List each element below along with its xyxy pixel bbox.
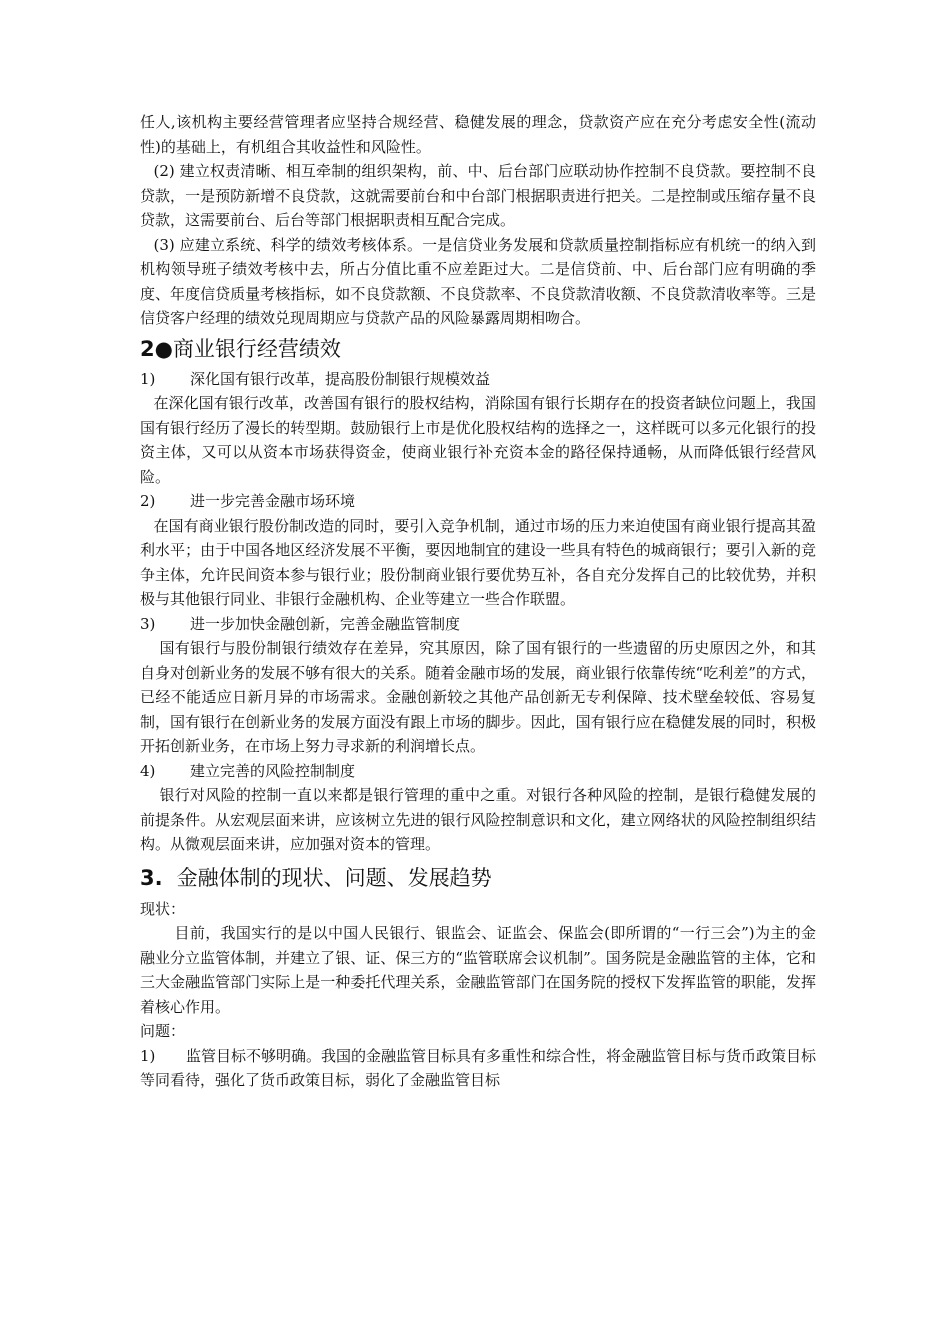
section-2-item-1-body: 在深化国有银行改革，改善国有银行的股权结构，消除国有银行长期存在的投资者缺位问题上，我国国有银行经历了漫长的转型期。鼓励银行上市是优化股权结构的选择之一，这样既可以多元化银行的投资主体，又可以从资本市场获得资金，使商业银行补充资本金的路径保持通畅，从而降低银行经营风险。 [140,394,816,486]
item-number: 1) [140,369,156,388]
section-2-heading [140,331,816,367]
section-2-item-4-body: 银行对风险的控制一直以来都是银行管理的重中之重。对银行各种风险的控制，是银行稳健发展的前提条件。从宏观层面来讲，应该树立先进的银行风险控制意识和文化，建立网络状的风险控制组织结构。从微观层面来讲，应加强对资本的管理。 [140,786,816,853]
status-label: 现状： [140,899,186,918]
intro-paragraph-1: 任人,该机构主要经营管理者应坚持合规经营、稳健发展的理念，贷款资产应在充分考虑安全性(流动性)的基础上，有机组合其收益性和风险性。 [140,113,816,156]
section-2-number: 2● [140,336,173,361]
item-heading-text: 建立完善的风险控制制度 [190,761,356,780]
item-number: 2) [140,492,156,510]
item-number: 4) [140,761,156,780]
section-2-item-3-body: 国有银行与股份制银行绩效存在差异，究其原因，除了国有银行的一些遗留的历史原因之外，和其自身对创新业务的发展不够有很大的关系。随着金融市场的发展，商业银行依靠传统“吃利差”的方式，已经不能适应日新月异的市场需求。金融创新较之其他产品创新无专利保障、技术壁垒较低、容易复制，国有银行在创新业务的发展方面没有跟上市场的脚步。因此，国有银行应在稳健发展的同时，积极开拓创新业务，在市场上努力寻求新的利润增长点。 [140,639,816,755]
item-number: 3) [140,614,156,633]
section-2-item-3-heading [140,612,816,637]
section-2-item-4-heading [140,759,816,784]
intro-paragraph-2: (2) 建立权责清晰、相互牵制的组织架构，前、中、后台部门应联动协作控制不良贷款。要控制不良贷款，一是预防新增不良贷款，这就需要前台和中台部门根据职责进行把关。二是控制或压缩存量不良贷款，这需要前台、后台等部门根据职责相互配合完成。 [140,162,816,229]
problem-item-1 [140,1044,816,1093]
section-2-item-2-body: 在国有商业银行股份制改造的同时，要引入竞争机制，通过市场的压力来迫使国有商业银行提高其盈利水平；由于中国各地区经济发展不平衡，要因地制宜的建设一些具有特色的城商银行；要引入新的竞争主体，允许民间资本参与银行业；股份制商业银行要优势互补，各自充分发挥自己的比较优势，并积极与其他银行同业、非银行金融机构、企业等建立一些合作联盟。 [140,516,816,608]
section-3-heading [140,859,816,897]
section-3-number: 3. [140,865,163,890]
intro-paragraph-3: (3) 应建立系统、科学的绩效考核体系。一是信贷业务发展和贷款质量控制指标应有机统一的纳入到机构领导班子绩效考核中去，所占分值比重不应差距过大。二是信贷前、中、后台部门应有明确的季度、年度信贷质量考核指标，如不良贷款额、不良贷款率、不良贷款清收额、不良贷款清收率等。三是信贷客户经理的绩效兑现周期应与贷款产品的风险暴露周期相吻合。 [140,235,816,327]
item-number: 1) [140,1046,156,1065]
section-2-item-2-heading [140,489,816,514]
item-heading-text: 进一步完善金融市场环境 [190,492,356,510]
section-2-item-1-heading [140,367,816,392]
status-body: 目前，我国实行的是以中国人民银行、银监会、证监会、保监会(即所谓的“一行三会”)为主的金融业分立监管体制，并建立了银、证、保三方的“监管联席会议机制”。国务院是金融监管的主体，它和三大金融监管部门实际上是一种委托代理关系，金融监管部门在国务院的授权下发挥监管的职能，发挥着核心作用。 [140,924,816,1016]
section-2-title: 商业银行经营绩效 [172,336,341,361]
item-heading-text: 进一步加快金融创新，完善金融监管制度 [190,614,461,633]
item-heading-text: 深化国有银行改革，提高股份制银行规模效益 [190,369,491,388]
document-page [140,110,816,1093]
problem-label: 问题： [140,1022,186,1040]
section-3-title: 金融体制的现状、问题、发展趋势 [176,865,492,890]
problem-item-1-body: 监管目标不够明确。我国的金融监管目标具有多重性和综合性，将金融监管目标与货币政策目标等同看待，强化了货币政策目标，弱化了金融监管目标 [140,1046,817,1089]
